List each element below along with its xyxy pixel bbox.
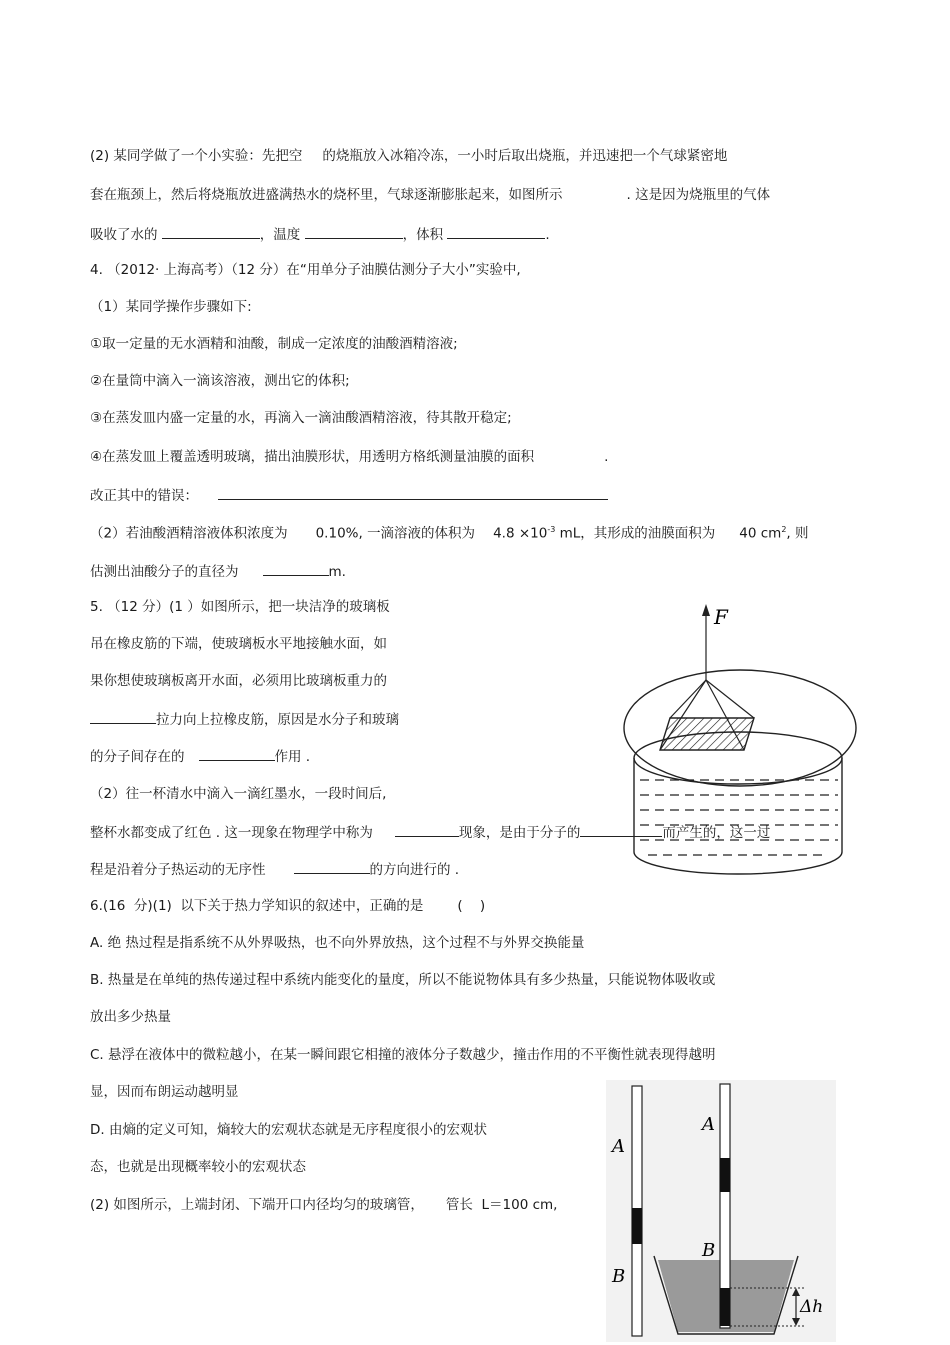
q6-text: 管长 L＝100 cm, [445, 1197, 558, 1213]
q4-text: 0.10%, 一滴溶液的体积为 [315, 525, 476, 542]
label-b: B [702, 1240, 716, 1261]
delta-h-label: Δh [800, 1297, 824, 1317]
q3-text: 套在瓶颈上，然后将烧瓶放进盛满热水的烧杯里，气球逐渐膨胀起来，如图所示 [90, 187, 563, 203]
q3-line-2 [90, 186, 770, 204]
label-a: A [612, 1136, 625, 1157]
q4-text: 改正其中的错误： [90, 488, 198, 504]
q4-step2: ②在量筒中滴入一滴该溶液，测出它的体积; [90, 373, 350, 389]
q4-text: mL，其形成的油膜面积为 [555, 525, 716, 542]
answer-blank[interactable] [263, 561, 329, 576]
q4-text: , 则 [786, 525, 809, 542]
answer-blank[interactable] [294, 859, 370, 874]
label-a: A [702, 1114, 715, 1135]
q5-line-5 [90, 746, 310, 766]
q3-text: ，温度 [259, 227, 301, 243]
q5-line-4 [90, 709, 399, 729]
q4-text: m. [328, 564, 346, 580]
exponent: 2 [781, 525, 787, 534]
q4-correct [90, 485, 608, 505]
q5-text: 拉力向上拉橡皮筋，原因是水分子和玻璃 [156, 712, 399, 728]
answer-blank[interactable] [90, 709, 156, 724]
q5-text: 现象，是由于分子的 [458, 825, 581, 841]
glass-tube-figure [606, 1080, 836, 1342]
q6-text: 6.(16 分)(1) 以下关于热力学知识的叙述中，正确的是 [90, 898, 424, 914]
q4-text: 4.8 ×10 [493, 525, 548, 542]
glass-plate [660, 718, 754, 750]
q6-option-c-cont: 显，因而布朗运动越明显 [90, 1084, 239, 1100]
q6-text: (2) 如图所示，上端封闭、下端开口内径均匀的玻璃管， [90, 1197, 424, 1213]
q4-part2 [90, 521, 809, 543]
answer-blank[interactable] [218, 485, 608, 500]
q3-text: . 这是因为烧瓶里的气体 [626, 187, 771, 203]
mercury-column [720, 1288, 730, 1326]
q4-part2-cont [90, 561, 346, 581]
q4-text: （2）若油酸酒精溶液体积浓度为 [90, 525, 288, 542]
q6-option-b: B. 热量是在单纯的热传递过程中系统内能变化的量度，所以不能说物体具有多少热量，只能说物体吸收或 [90, 972, 716, 988]
q6-option-c: C. 悬浮在液体中的微粒越小，在某一瞬间跟它相撞的液体分子数越少，撞击作用的不平衡性就表现得越明 [90, 1047, 716, 1063]
q5-line-3: 果你想使玻璃板离开水面，必须用比玻璃板重力的 [90, 673, 387, 689]
q3-text: ，体积 [402, 227, 444, 243]
q6-option-a: A. 绝 热过程是指系统不从外界吸热，也不向外界放热，这个过程不与外界交换能量 [90, 935, 585, 951]
q5-line-8 [90, 859, 459, 879]
q5-text: 的分子间存在的 [90, 749, 185, 765]
q5-text: 作用 . [274, 749, 311, 765]
q3-text: 吸收了水的 [90, 227, 158, 243]
answer-blank[interactable] [305, 224, 403, 239]
q3-text: . [545, 227, 550, 243]
q6-part2 [90, 1196, 557, 1214]
mercury-column [632, 1208, 642, 1244]
q4-text: 40 cm [739, 525, 782, 542]
answer-blank[interactable] [162, 224, 260, 239]
q6-option-b-cont: 放出多少热量 [90, 1009, 171, 1025]
mercury-column [720, 1158, 730, 1192]
exponent: -3 [547, 525, 556, 534]
q5-line-1: 5. （12 分）(1 ）如图所示，把一块洁净的玻璃板 [90, 599, 390, 615]
q4-text: 估测出油酸分子的直径为 [90, 564, 239, 580]
q3-text: 的烧瓶放入冰箱冷冻，一小时后取出烧瓶，并迅速把一个气球紧密地 [322, 148, 728, 164]
q4-step4 [90, 448, 608, 466]
force-label: F [714, 605, 728, 629]
answer-blank[interactable] [395, 822, 459, 837]
q4-title: 4. （2012· 上海高考）（12 分）在“用单分子油膜估测分子大小”实验中, [90, 262, 521, 278]
q6-option-d: D. 由熵的定义可知，熵较大的宏观状态就是无序程度很小的宏观状 [90, 1122, 487, 1138]
q4-step3: ③在蒸发皿内盛一定量的水，再滴入一滴油酸酒精溶液，待其散开稳定; [90, 410, 512, 426]
q3-line-1 [90, 147, 727, 165]
q5-text: 整杯水都变成了红色 . 这一现象在物理学中称为 [90, 825, 373, 841]
answer-blank[interactable] [447, 224, 545, 239]
q5-line-6: （2）往一杯清水中滴入一滴红墨水，一段时间后, [90, 786, 387, 802]
q3-text: (2) 某同学做了一个小实验：先把空 [90, 148, 303, 164]
q4-text: . [604, 449, 609, 465]
answer-blank[interactable] [199, 746, 275, 761]
q3-line-3 [90, 224, 550, 244]
q5-text: 程是沿着分子热运动的无序性 [90, 862, 266, 878]
label-b: B [612, 1266, 626, 1287]
glass-plate-figure [618, 600, 868, 880]
q6-option-d-cont: 态，也就是出现概率较小的宏观状态 [90, 1159, 306, 1175]
q5-line-2: 吊在橡皮筋的下端，使玻璃板水平地接触水面，如 [90, 636, 387, 652]
water-lines [640, 780, 838, 855]
arrow-up-icon [702, 604, 710, 616]
q4-part1: （1）某同学操作步骤如下: [90, 299, 252, 315]
q5-text: 而产生的，这一过 [662, 825, 771, 841]
q5-text: 的方向进行的 . [369, 862, 460, 878]
q6-text: ( ) [457, 898, 486, 914]
q6-title [90, 897, 485, 915]
q4-text: ④在蒸发皿上覆盖透明玻璃，描出油膜形状，用透明方格纸测量油膜的面积 [90, 449, 535, 465]
q4-step1: ①取一定量的无水酒精和油酸，制成一定浓度的油酸酒精溶液; [90, 336, 458, 352]
